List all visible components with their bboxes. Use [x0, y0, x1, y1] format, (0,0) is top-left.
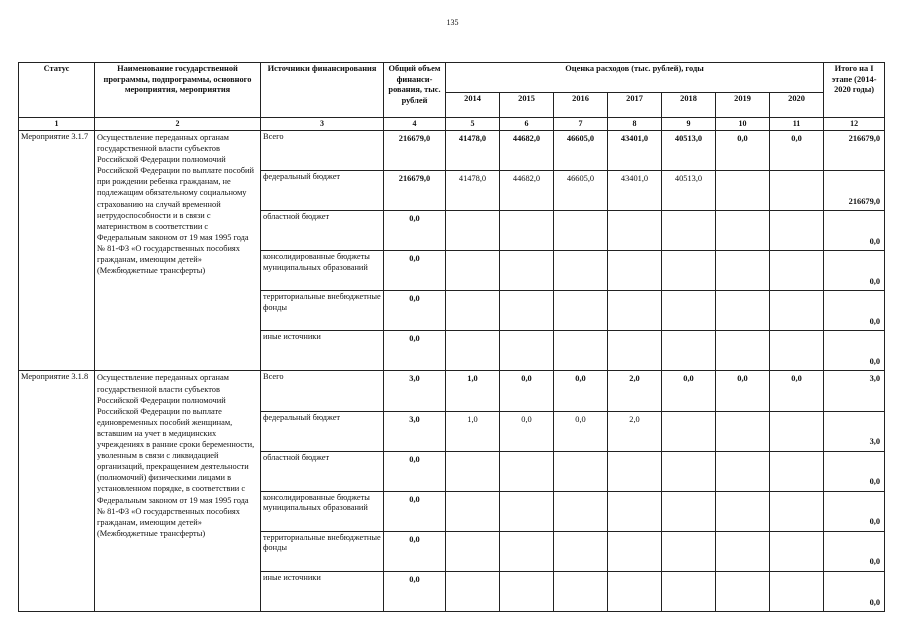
year-amount: 0,0 — [716, 131, 770, 171]
year-amount — [446, 531, 500, 571]
year-amount — [770, 291, 824, 331]
year-amount — [500, 211, 554, 251]
column-number: 4 — [384, 118, 446, 131]
header-year: 2017 — [608, 93, 662, 118]
stage-total-amount: 0,0 — [824, 291, 885, 331]
year-amount — [716, 171, 770, 211]
year-amount — [662, 491, 716, 531]
year-amount — [554, 491, 608, 531]
year-amount: 0,0 — [500, 411, 554, 451]
funding-source: консолидированные бюджеты муниципальных образований — [261, 491, 384, 531]
year-amount — [770, 531, 824, 571]
year-amount — [770, 331, 824, 371]
year-amount: 0,0 — [662, 371, 716, 411]
year-amount: 43401,0 — [608, 131, 662, 171]
funding-source: иные источники — [261, 571, 384, 611]
column-number: 11 — [770, 118, 824, 131]
year-amount — [662, 291, 716, 331]
stage-total-amount: 0,0 — [824, 251, 885, 291]
stage-total-amount: 216679,0 — [824, 171, 885, 211]
header-source: Источники финансирования — [261, 63, 384, 118]
year-amount: 0,0 — [500, 371, 554, 411]
year-amount — [662, 251, 716, 291]
year-amount — [770, 171, 824, 211]
year-amount: 46605,0 — [554, 171, 608, 211]
total-amount: 0,0 — [384, 571, 446, 611]
stage-total-amount: 0,0 — [824, 491, 885, 531]
stage-total-amount: 0,0 — [824, 451, 885, 491]
year-amount — [500, 451, 554, 491]
year-amount: 0,0 — [554, 411, 608, 451]
year-amount: 40513,0 — [662, 131, 716, 171]
event-status: Мероприятие 3.1.7 — [19, 131, 95, 371]
year-amount — [446, 451, 500, 491]
year-amount — [662, 211, 716, 251]
year-amount — [716, 411, 770, 451]
header-expenses: Оценка расходов (тыс. рублей), годы — [446, 63, 824, 93]
year-amount — [716, 251, 770, 291]
header-year: 2019 — [716, 93, 770, 118]
event-name: Осуществление переданных органам государственной власти субъектов Российской Федерации полномочий Российской Федерации по выплате единовременных пособий женщинам, вставшим на учет в медицинских учреждениях в ранние сроки беременности, уволенным в связи с ликвидацией организаций, прекращением деятельности (полномочий) физическими лицами в установленном порядке, в соответствии с Федеральным законом от 19 мая 1995 года № 81-ФЗ «О государственных пособиях гражданам, имеющим детей» (Межбюджетные трансферты) — [95, 371, 261, 612]
year-amount — [446, 211, 500, 251]
year-amount: 0,0 — [770, 371, 824, 411]
year-amount — [554, 211, 608, 251]
year-amount: 43401,0 — [608, 171, 662, 211]
year-amount — [716, 291, 770, 331]
year-amount: 40513,0 — [662, 171, 716, 211]
total-amount: 0,0 — [384, 251, 446, 291]
total-amount: 3,0 — [384, 371, 446, 411]
table-row — [19, 131, 885, 171]
year-amount — [500, 571, 554, 611]
year-amount — [500, 291, 554, 331]
year-amount — [770, 411, 824, 451]
header-year: 2016 — [554, 93, 608, 118]
year-amount: 0,0 — [770, 131, 824, 171]
stage-total-amount: 216679,0 — [824, 131, 885, 171]
year-amount: 46605,0 — [554, 131, 608, 171]
total-amount: 0,0 — [384, 451, 446, 491]
total-amount: 0,0 — [384, 211, 446, 251]
stage-total-amount: 0,0 — [824, 531, 885, 571]
year-amount — [716, 491, 770, 531]
year-amount: 2,0 — [608, 411, 662, 451]
total-amount: 0,0 — [384, 531, 446, 571]
year-amount — [770, 211, 824, 251]
funding-source: консолидированные бюджеты муниципальных образований — [261, 251, 384, 291]
header-status: Статус — [19, 63, 95, 118]
year-amount — [716, 451, 770, 491]
year-amount — [608, 491, 662, 531]
funding-source: иные источники — [261, 331, 384, 371]
budget-table — [18, 62, 885, 612]
year-amount: 2,0 — [608, 371, 662, 411]
year-amount — [662, 411, 716, 451]
column-number: 7 — [554, 118, 608, 131]
column-number: 6 — [500, 118, 554, 131]
column-number: 1 — [19, 118, 95, 131]
year-amount — [716, 331, 770, 371]
funding-source: областной бюджет — [261, 451, 384, 491]
year-amount — [608, 531, 662, 571]
stage-total-amount: 0,0 — [824, 211, 885, 251]
year-amount — [554, 571, 608, 611]
year-amount — [446, 291, 500, 331]
header-year: 2020 — [770, 93, 824, 118]
year-amount — [554, 251, 608, 291]
year-amount — [608, 251, 662, 291]
header-name: Наименование государственной программы, подпрограммы, основного мероприятия, мероприятия — [95, 63, 261, 118]
year-amount — [554, 451, 608, 491]
year-amount — [608, 571, 662, 611]
funding-source: территориальные внебюджетные фонды — [261, 291, 384, 331]
event-status: Мероприятие 3.1.8 — [19, 371, 95, 612]
funding-source: Всего — [261, 131, 384, 171]
column-number: 12 — [824, 118, 885, 131]
event-name: Осуществление переданных органам государственной власти субъектов Российской Федерации полномочий Российской Федерации по выплате пособий при рождении ребенка гражданам, не подлежащим обязательному социальному страхованию на случай временной нетрудоспособности и в связи с материнством в соответствии с Федеральным законом от 19 мая 1995 года № 81-ФЗ «О государственных пособиях гражданам, имеющим детей» (Межбюджетные трансферты) — [95, 131, 261, 371]
year-amount: 1,0 — [446, 411, 500, 451]
total-amount: 0,0 — [384, 491, 446, 531]
year-amount: 41478,0 — [446, 171, 500, 211]
column-number: 2 — [95, 118, 261, 131]
year-amount — [608, 211, 662, 251]
page-number: 135 — [446, 18, 459, 27]
year-amount — [554, 531, 608, 571]
year-amount — [770, 251, 824, 291]
stage-total-amount: 3,0 — [824, 411, 885, 451]
year-amount — [716, 571, 770, 611]
year-amount — [662, 451, 716, 491]
year-amount — [770, 451, 824, 491]
year-amount — [662, 331, 716, 371]
year-amount — [770, 491, 824, 531]
column-number: 8 — [608, 118, 662, 131]
year-amount: 41478,0 — [446, 131, 500, 171]
year-amount — [554, 291, 608, 331]
year-amount: 44682,0 — [500, 131, 554, 171]
funding-source: федеральный бюджет — [261, 171, 384, 211]
year-amount — [446, 251, 500, 291]
year-amount: 0,0 — [554, 371, 608, 411]
year-amount: 0,0 — [716, 371, 770, 411]
header-year: 2014 — [446, 93, 500, 118]
year-amount — [500, 331, 554, 371]
year-amount — [608, 291, 662, 331]
header-year: 2015 — [500, 93, 554, 118]
funding-source: федеральный бюджет — [261, 411, 384, 451]
header-year: 2018 — [662, 93, 716, 118]
total-amount: 3,0 — [384, 411, 446, 451]
table-row — [19, 371, 885, 411]
total-amount: 0,0 — [384, 291, 446, 331]
year-amount — [446, 571, 500, 611]
year-amount — [500, 531, 554, 571]
funding-source: областной бюджет — [261, 211, 384, 251]
year-amount — [608, 331, 662, 371]
year-amount — [554, 331, 608, 371]
funding-source: территориальные внебюджетные фонды — [261, 531, 384, 571]
total-amount: 0,0 — [384, 331, 446, 371]
stage-total-amount: 0,0 — [824, 331, 885, 371]
year-amount — [770, 571, 824, 611]
total-amount: 216679,0 — [384, 171, 446, 211]
column-number: 10 — [716, 118, 770, 131]
column-number: 5 — [446, 118, 500, 131]
header-stage-total: Итого на I этапе (2014-2020 годы) — [824, 63, 885, 118]
year-amount — [500, 251, 554, 291]
column-number: 9 — [662, 118, 716, 131]
year-amount: 1,0 — [446, 371, 500, 411]
year-amount — [662, 571, 716, 611]
stage-total-amount: 3,0 — [824, 371, 885, 411]
year-amount — [446, 491, 500, 531]
total-amount: 216679,0 — [384, 131, 446, 171]
funding-source: Всего — [261, 371, 384, 411]
year-amount — [716, 211, 770, 251]
year-amount — [716, 531, 770, 571]
year-amount — [608, 451, 662, 491]
year-amount: 44682,0 — [500, 171, 554, 211]
year-amount — [500, 491, 554, 531]
header-total: Общий объем финанси-рования, тыс. рублей — [384, 63, 446, 118]
year-amount — [662, 531, 716, 571]
stage-total-amount: 0,0 — [824, 571, 885, 611]
year-amount — [446, 331, 500, 371]
column-number: 3 — [261, 118, 384, 131]
